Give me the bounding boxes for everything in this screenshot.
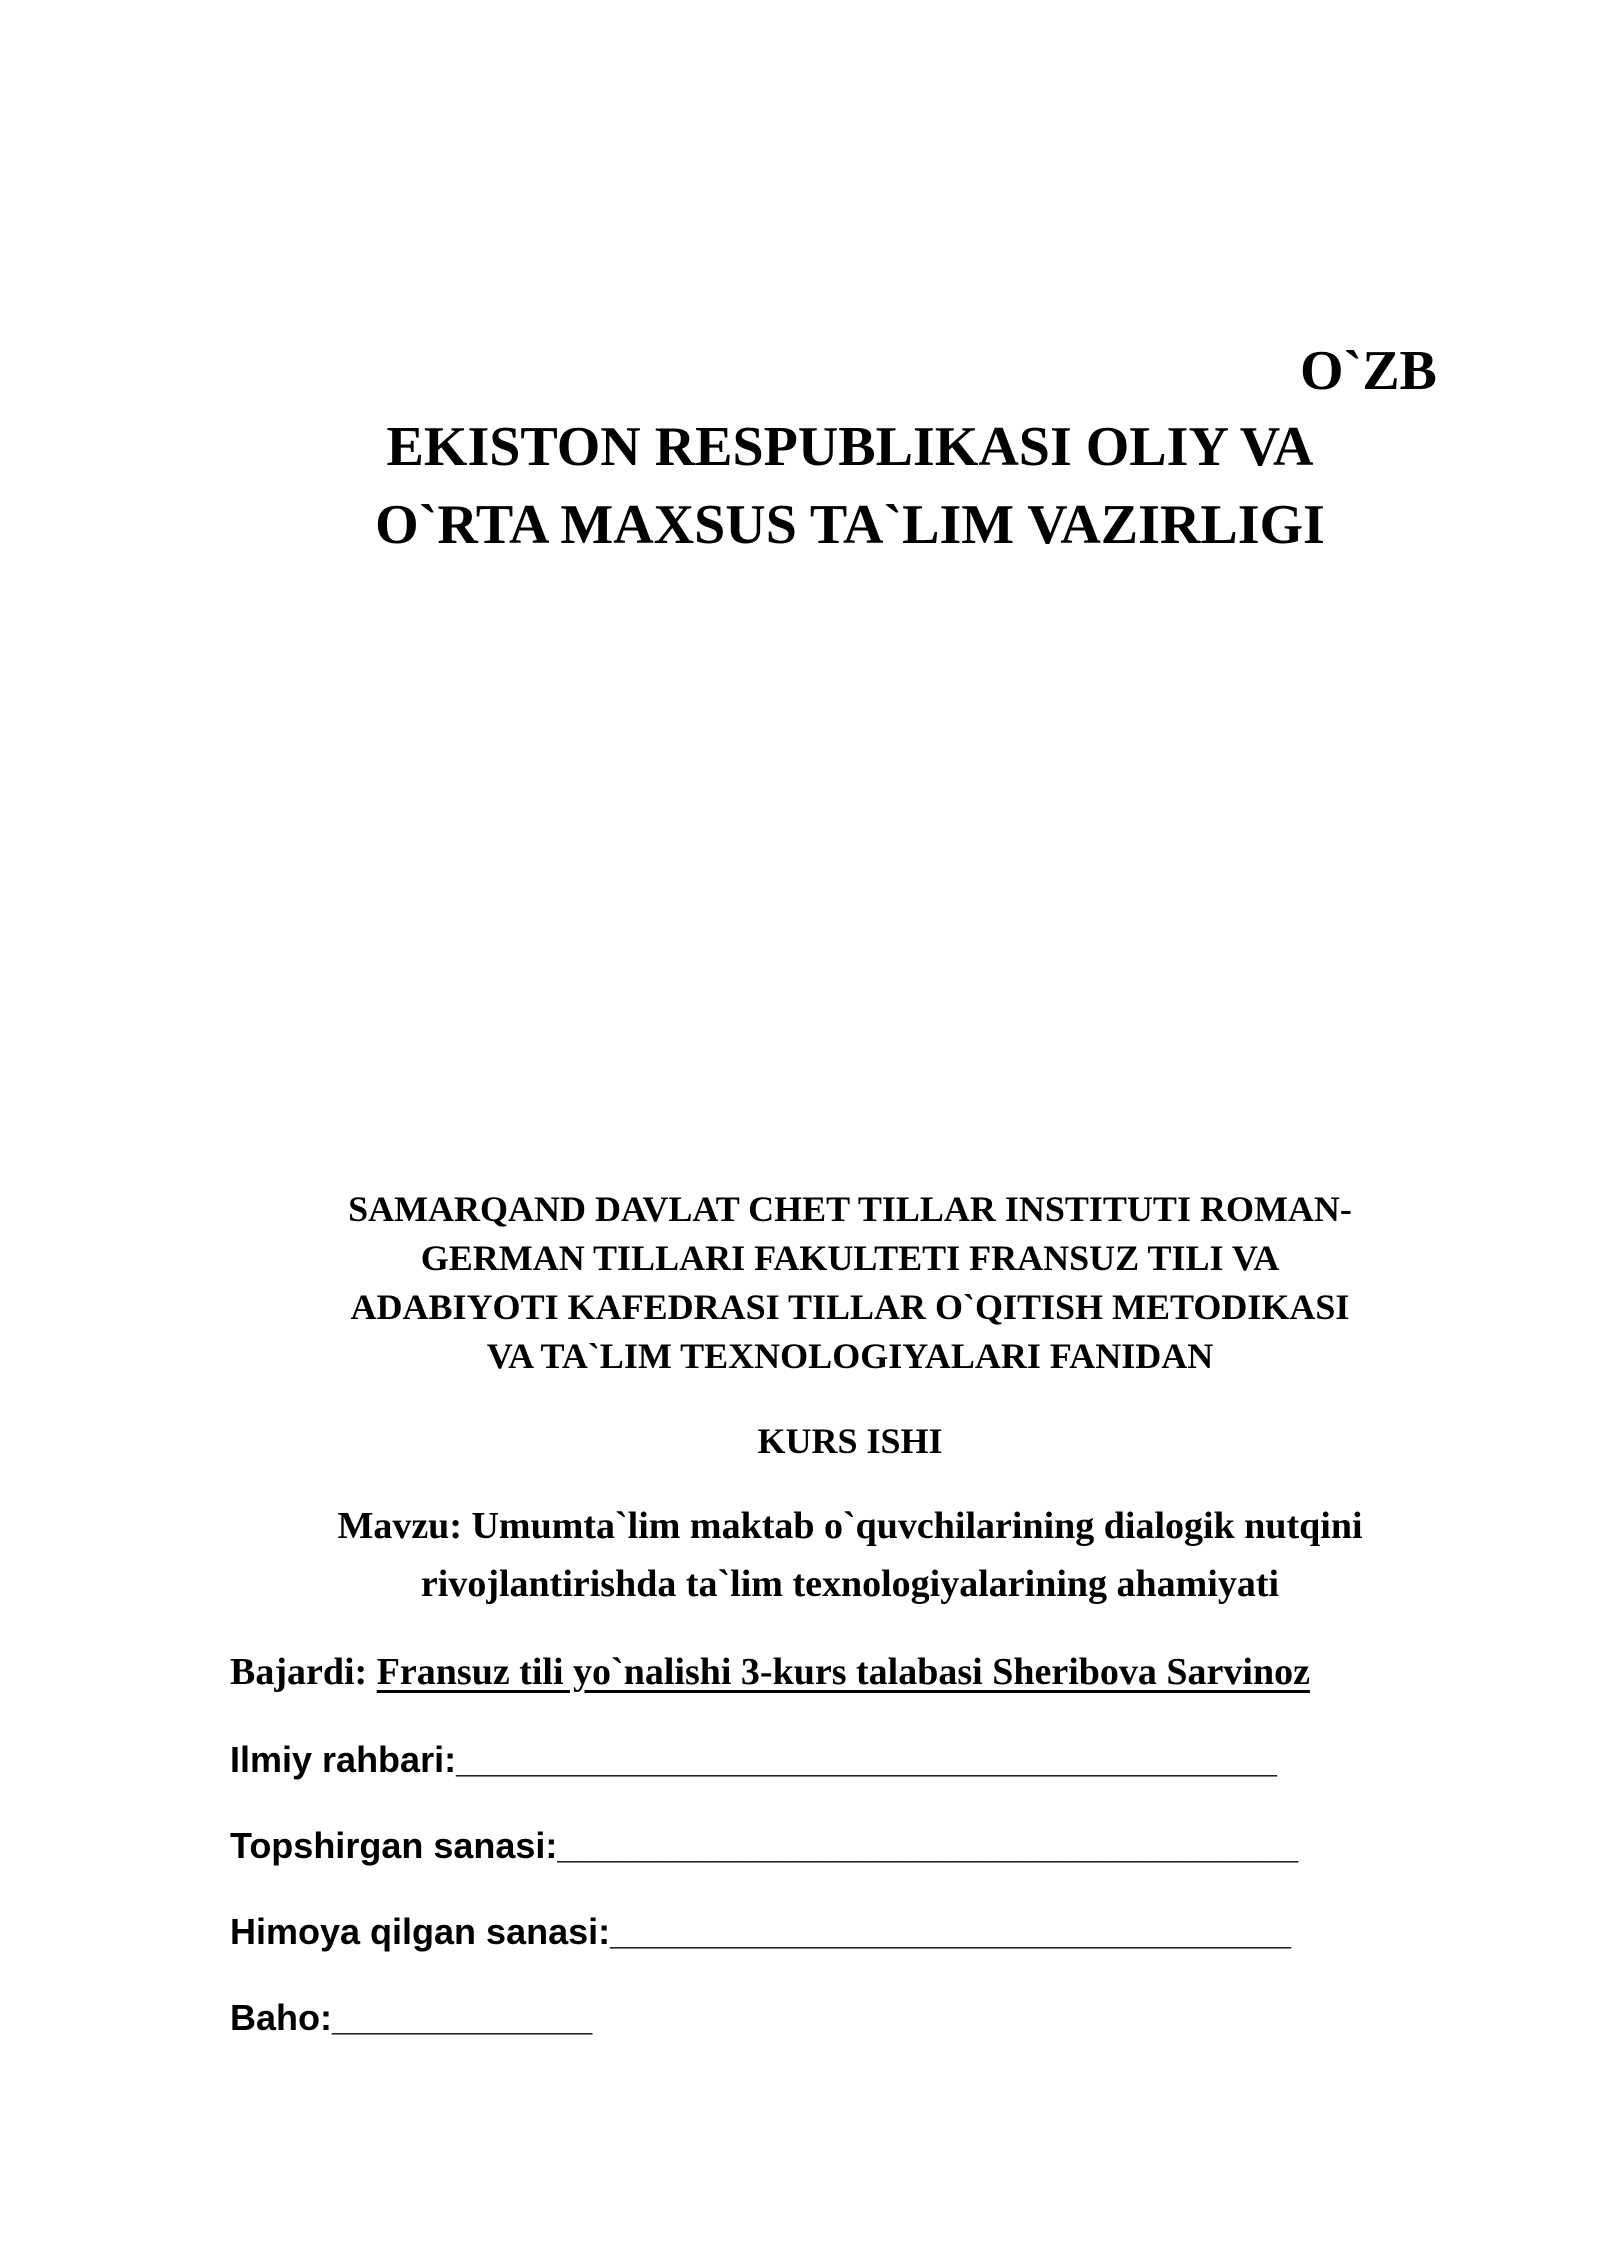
supervisor-field: Ilmiy rahbari:_________________________________________ <box>230 1739 1277 1780</box>
institute-line3: ADABIYOTI KAFEDRASI TILLAR O`QITISH METODIKASI <box>350 1287 1350 1327</box>
ministry-title <box>230 408 1470 564</box>
ministry-title-line2: EKISTON RESPUBLIKASI OLIY VA <box>386 416 1314 478</box>
performer-value: Fransuz tili yo`nalishi 3-kurs talabasi Sheribova Sarvinoz <box>376 1651 1310 1693</box>
grade-field: Baho:_____________ <box>230 1997 593 2038</box>
defended-date-field: Himoya qilgan sanasi:__________________________________ <box>230 1911 1291 1952</box>
institute-line2: GERMAN TILLARI FAKULTETI FRANSUZ TILI VA <box>420 1238 1280 1278</box>
institute-block <box>230 1185 1470 1381</box>
work-type: KURS ISHI <box>757 1421 943 1461</box>
institute-line1: SAMARQAND DAVLAT CHET TILLAR INSTITUTI ROMAN- <box>348 1189 1352 1229</box>
submitted-date-field: Topshirgan sanasi:_____________________________________ <box>230 1825 1299 1866</box>
performer-label: Bajardi: <box>230 1651 368 1693</box>
performer-line <box>230 1645 1310 1699</box>
topic-block <box>230 1497 1470 1613</box>
ministry-title-line1: O`ZB <box>1300 340 1437 402</box>
ministry-title-line3: O`RTA MAXSUS TA`LIM VAZIRLIGI <box>375 494 1325 556</box>
topic-line1: Mavzu: Umumta`lim maktab o`quvchilarining dialogik nutqini <box>337 1505 1363 1547</box>
topic-line2: rivojlantirishda ta`lim texnologiyalarining ahamiyati <box>420 1563 1280 1605</box>
institute-line4: VA TA`LIM TEXNOLOGIYALARI FANIDAN <box>486 1336 1214 1376</box>
